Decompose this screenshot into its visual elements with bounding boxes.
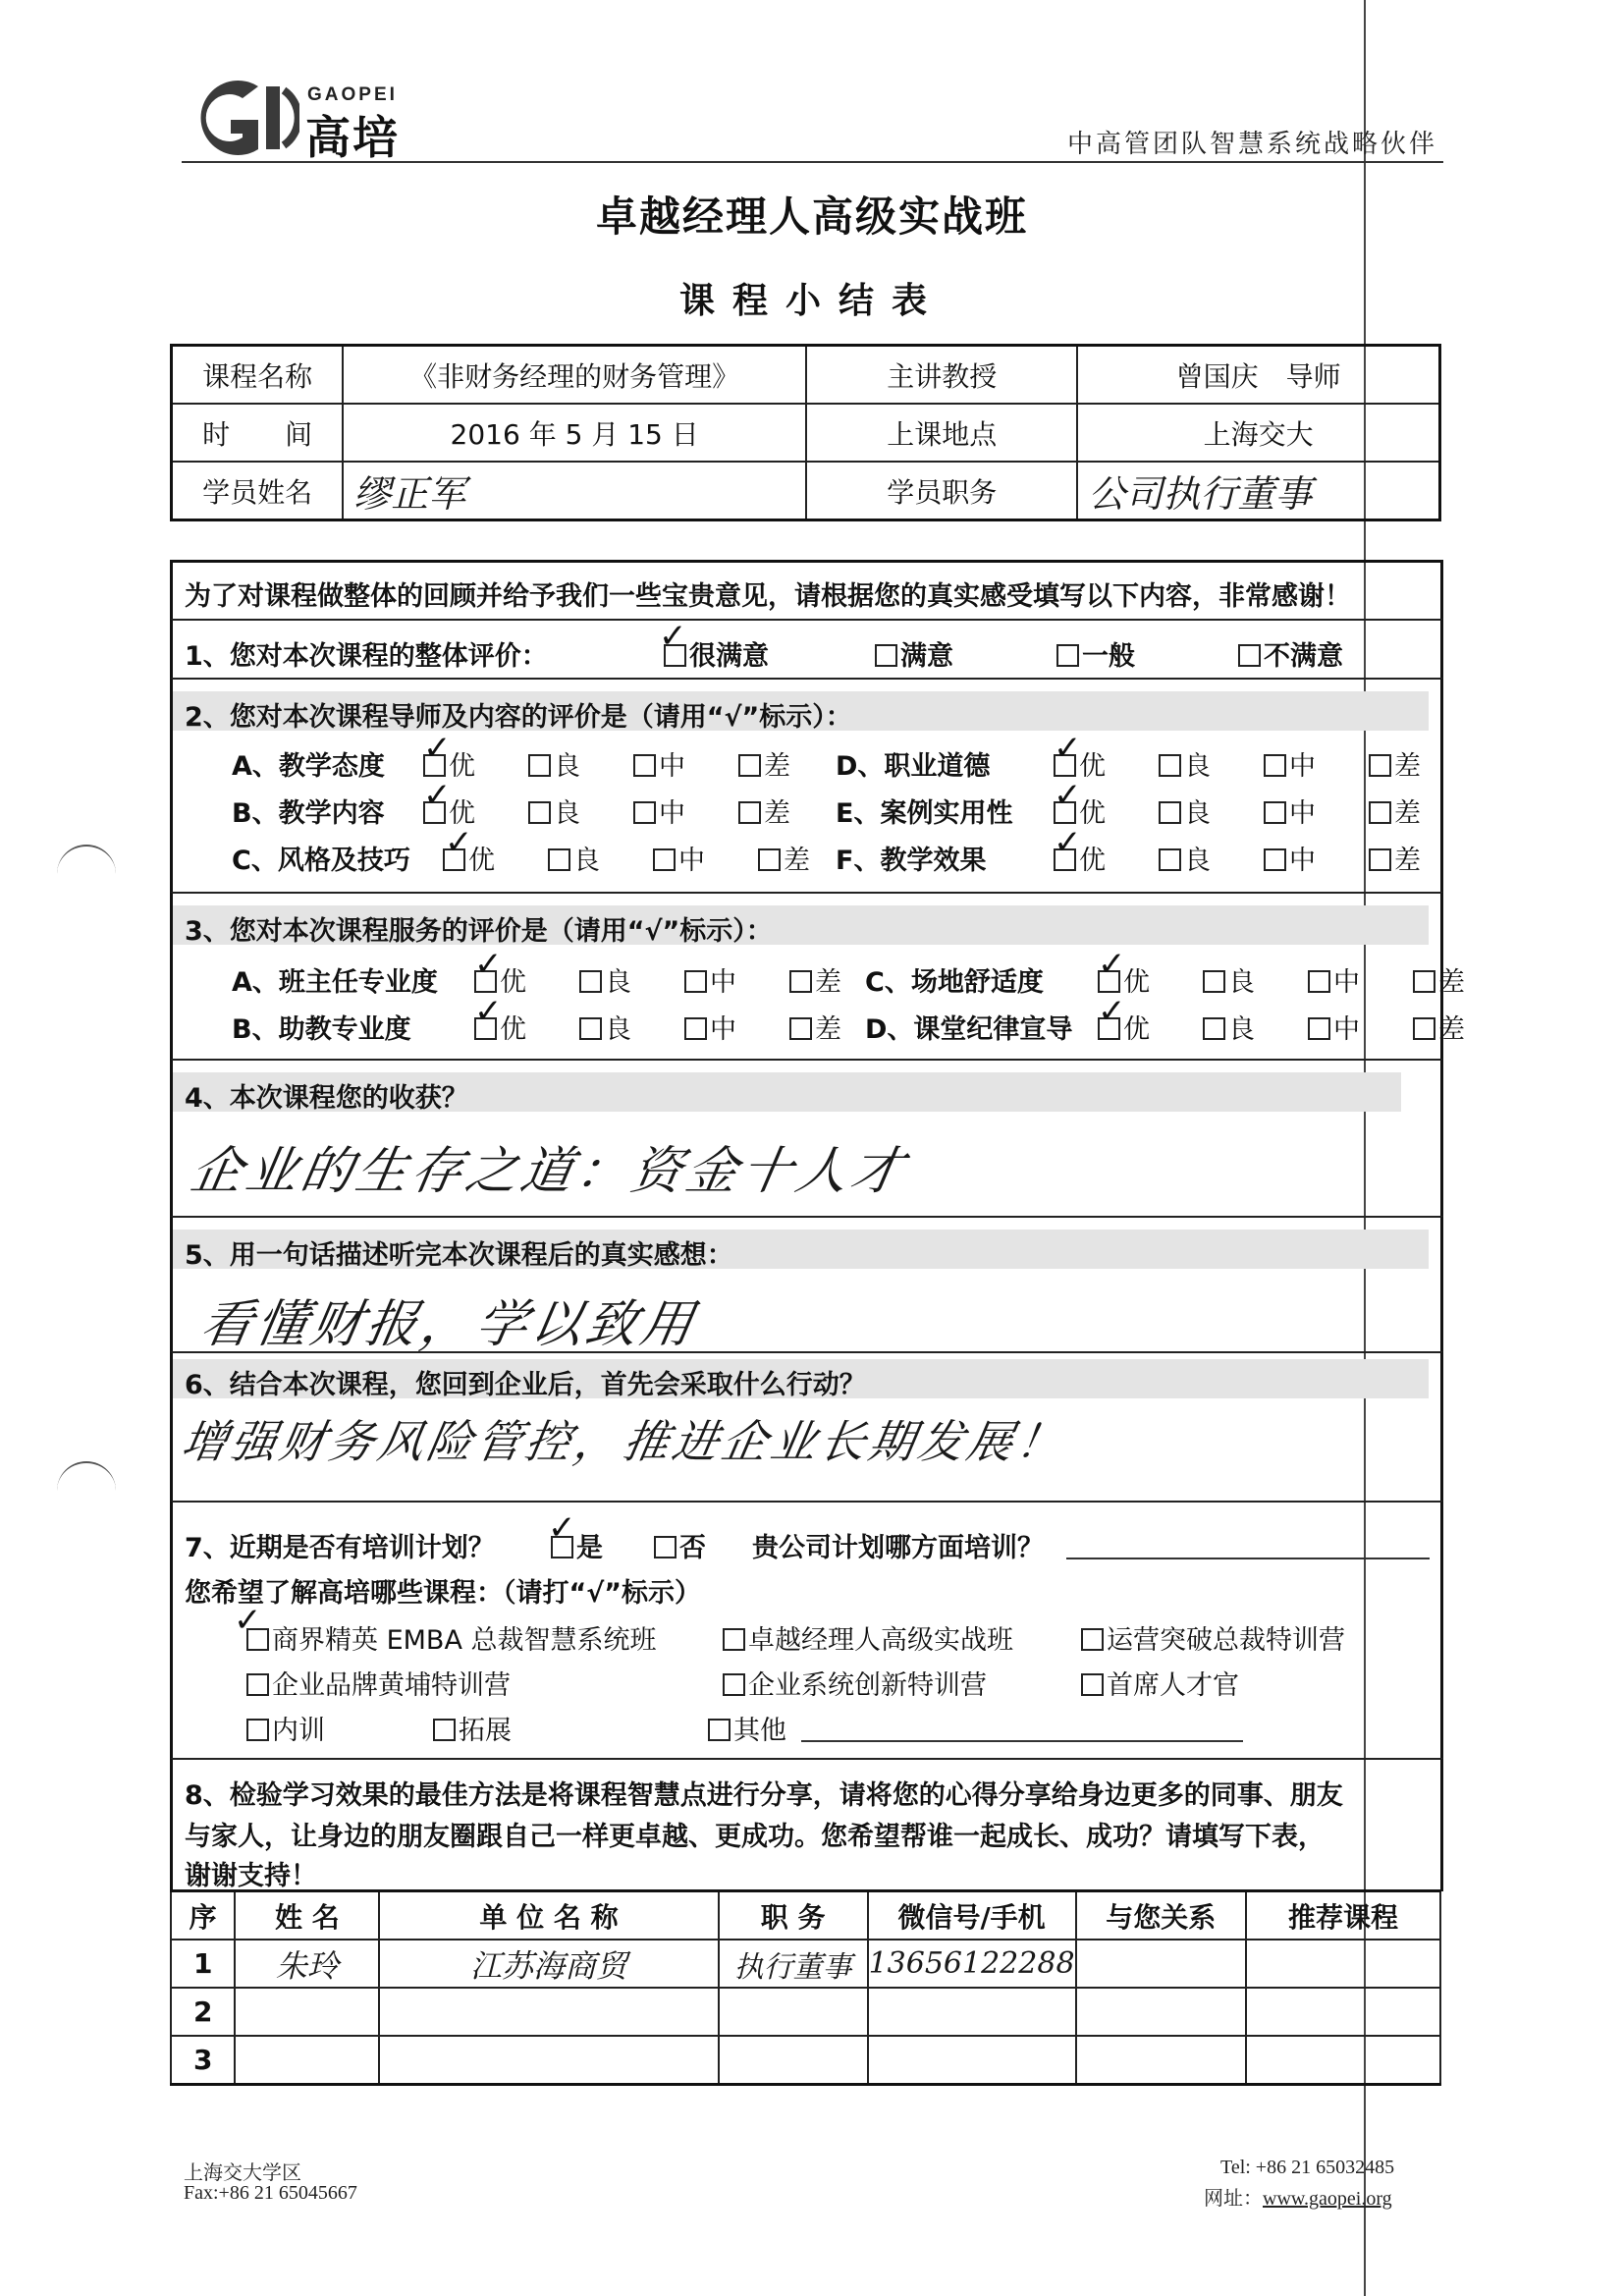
course-option-manager[interactable]: 卓越经理人高级实战班 — [723, 1618, 1013, 1657]
q4-section — [170, 1059, 1443, 1218]
student-position-label: 学员职务 — [806, 462, 1077, 520]
place-label: 上课地点 — [806, 404, 1077, 462]
q3-d-grades[interactable]: 优 良 中 差 — [1098, 1008, 1465, 1046]
time-value: 2016 年 5 月 15 日 — [343, 404, 806, 462]
q6-section — [170, 1351, 1443, 1503]
col-header-index: 序 — [171, 1891, 235, 1941]
q3-item-b: B、助教专业度 — [232, 1014, 411, 1045]
q2-b-grades[interactable]: 优 良 中 差 — [423, 792, 790, 830]
q2-item-a: A、教学态度 — [232, 751, 385, 782]
checkmark: ✓ — [445, 823, 473, 862]
q2-item-c: C、风格及技巧 — [232, 846, 410, 876]
q2-item-f: F、教学效果 — [836, 846, 987, 876]
table-row: 1 朱玲 江苏海商贸 执行董事 13656122288 — [171, 1940, 1440, 1988]
footer-campus: 上海交大学区 — [184, 2162, 301, 2184]
q4-label: 4、本次课程您的收获？ — [185, 1083, 468, 1114]
col-header-contact: 微信号/手机 — [868, 1891, 1076, 1941]
checkmark: ✓ — [1098, 992, 1126, 1031]
checkmark: ✓ — [423, 776, 452, 815]
logo-text-en: GAOPEI — [307, 84, 398, 105]
col-header-course: 推荐课程 — [1246, 1891, 1440, 1941]
q5-answer[interactable]: 看懂财报，学以致用 — [195, 1295, 702, 1354]
checkmark: ✓ — [1098, 945, 1126, 984]
q7-interest-label: 您希望了解高培哪些课程：（请打“√”标示） — [185, 1578, 701, 1609]
footer-fax: Fax:+86 21 65045667 — [184, 2182, 357, 2204]
table-row: 2 — [171, 1988, 1440, 2036]
intro-section — [170, 560, 1443, 622]
q7-section — [170, 1501, 1443, 1760]
checkmark: ✓ — [548, 1508, 576, 1548]
checkmark: ✓ — [1054, 729, 1082, 768]
q2-c-grades[interactable]: 优 良 中 差 — [443, 839, 810, 877]
course-option-innovation[interactable]: 企业系统创新特训营 — [723, 1664, 987, 1702]
logo-text-cn: 高培 — [305, 111, 400, 164]
course-option-cto[interactable]: 首席人才官 — [1081, 1664, 1239, 1702]
checkmark: ✓ — [1054, 776, 1082, 815]
q6-answer[interactable]: 增强财务风险管控，推进企业长期发展！ — [177, 1415, 1071, 1468]
other-input-line[interactable] — [801, 1740, 1243, 1742]
q5-section — [170, 1216, 1443, 1353]
q3-section — [170, 892, 1465, 1061]
q7-no-option[interactable]: 否 — [654, 1526, 706, 1564]
q7-area-label: 贵公司计划哪方面培训？ — [752, 1533, 1044, 1563]
lecturer-value: 曾国庆 导师 — [1077, 346, 1439, 405]
q1-section — [170, 619, 1443, 680]
col-header-company: 单 位 名 称 — [379, 1891, 718, 1941]
q2-d-grades[interactable]: 优 良 中 差 — [1054, 744, 1421, 783]
course-option-brand[interactable]: 企业品牌黄埔特训营 — [246, 1664, 511, 1702]
place-value: 上海交大 — [1077, 404, 1439, 462]
page-title: 卓越经理人高级实战班 — [595, 192, 1028, 241]
table-row: 3 — [171, 2036, 1440, 2085]
q6-label: 6、结合本次课程，您回到企业后，首先会采取什么行动？ — [185, 1370, 866, 1400]
q2-a-grades[interactable]: 优 良 中 差 — [423, 744, 790, 783]
q7-yes-option[interactable]: 是 — [551, 1526, 603, 1564]
col-header-position: 职 务 — [719, 1891, 868, 1941]
slogan: 中高管团队智慧系统战略伙伴 — [1066, 130, 1437, 159]
footer-tel: Tel: +86 21 65032485 — [1220, 2157, 1395, 2178]
course-name-label: 课程名称 — [172, 346, 344, 405]
q2-f-grades[interactable]: 优 良 中 差 — [1054, 839, 1421, 877]
q3-b-grades[interactable]: 优 良 中 差 — [474, 1008, 841, 1046]
course-option-emba[interactable]: 商界精英 EMBA 总裁智慧系统班 — [246, 1618, 657, 1657]
course-option-other[interactable]: 其他 — [708, 1709, 786, 1747]
q1-option-average[interactable]: 一般 — [1056, 634, 1135, 673]
footer-web-link[interactable]: www.gaopei.org — [1263, 2188, 1392, 2210]
student-name-label: 学员姓名 — [172, 462, 344, 520]
q2-item-e: E、案例实用性 — [836, 798, 1013, 829]
q3-item-c: C、场地舒适度 — [865, 967, 1044, 998]
q5-label: 5、用一句话描述听完本次课程后的真实感想： — [185, 1240, 733, 1271]
referral-table — [170, 1889, 1441, 2086]
student-position-value[interactable]: 公司执行董事 — [1077, 462, 1439, 520]
footer-web-label: 网址： — [1204, 2188, 1263, 2210]
punch-hole — [57, 845, 116, 886]
checkmark: ✓ — [474, 945, 503, 984]
gaopei-logo-icon — [182, 77, 299, 159]
student-name-value[interactable]: 缪正军 — [343, 462, 806, 520]
course-option-outdoor[interactable]: 拓展 — [433, 1709, 512, 1747]
q2-e-grades[interactable]: 优 良 中 差 — [1054, 792, 1421, 830]
footer-web — [1204, 2182, 1392, 2211]
time-label: 时 间 — [172, 404, 344, 462]
punch-hole — [57, 1461, 116, 1503]
q4-answer[interactable]: 企业的生存之道：资金十人才 — [186, 1142, 912, 1201]
checkmark: ✓ — [1054, 823, 1082, 862]
q1-label: 1、您对本次课程的整体评价： — [185, 641, 548, 672]
checkmark: ✓ — [234, 1601, 262, 1640]
lecturer-label: 主讲教授 — [806, 346, 1077, 405]
course-info-table — [170, 344, 1441, 521]
course-option-inhouse[interactable]: 内训 — [246, 1709, 325, 1747]
checkmark: ✓ — [659, 617, 687, 656]
q1-option-very-satisfied[interactable]: 很满意 — [664, 634, 769, 673]
q2-section — [170, 678, 1443, 894]
col-header-name: 姓 名 — [235, 1891, 379, 1941]
q2-item-d: D、职业道德 — [836, 751, 991, 782]
q2-label: 2、您对本次课程导师及内容的评价是（请用“√”标示）： — [185, 702, 852, 733]
q3-item-d: D、课堂纪律宣导 — [865, 1014, 1073, 1045]
col-header-relation: 与您关系 — [1076, 1891, 1246, 1941]
q7-label: 7、近期是否有培训计划？ — [185, 1533, 495, 1563]
q7-area-input-line[interactable] — [1066, 1558, 1430, 1559]
q8-text-line2: 与家人，让身边的朋友圈跟自己一样更卓越、更成功。您希望帮谁一起成长、成功？请填写下表， — [185, 1822, 1325, 1852]
intro-text: 为了对课程做整体的回顾并给予我们一些宝贵意见，请根据您的真实感受填写以下内容，非常感谢！ — [185, 581, 1351, 612]
q8-text-line1: 8、检验学习效果的最佳方法是将课程智慧点进行分享，请将您的心得分享给身边更多的同事、朋友 — [185, 1780, 1343, 1811]
course-option-operations[interactable]: 运营突破总裁特训营 — [1081, 1618, 1345, 1657]
q8-section — [170, 1758, 1443, 1891]
checkmark: ✓ — [423, 729, 452, 768]
header-divider — [182, 161, 1443, 163]
q3-item-a: A、班主任专业度 — [232, 967, 438, 998]
q3-label: 3、您对本次课程服务的评价是（请用“√”标示）： — [185, 916, 773, 947]
q2-item-b: B、教学内容 — [232, 798, 385, 829]
q1-option-satisfied[interactable]: 满意 — [875, 634, 953, 673]
q8-text-line3: 谢谢支持！ — [185, 1861, 317, 1891]
page-subtitle: 课程小结表 — [678, 281, 945, 321]
q1-option-unsatisfied[interactable]: 不满意 — [1238, 634, 1343, 673]
q3-c-grades[interactable]: 优 良 中 差 — [1098, 960, 1465, 999]
checkmark: ✓ — [474, 992, 503, 1031]
q3-a-grades[interactable]: 优 良 中 差 — [474, 960, 841, 999]
course-name-value: 《非财务经理的财务管理》 — [343, 346, 806, 405]
